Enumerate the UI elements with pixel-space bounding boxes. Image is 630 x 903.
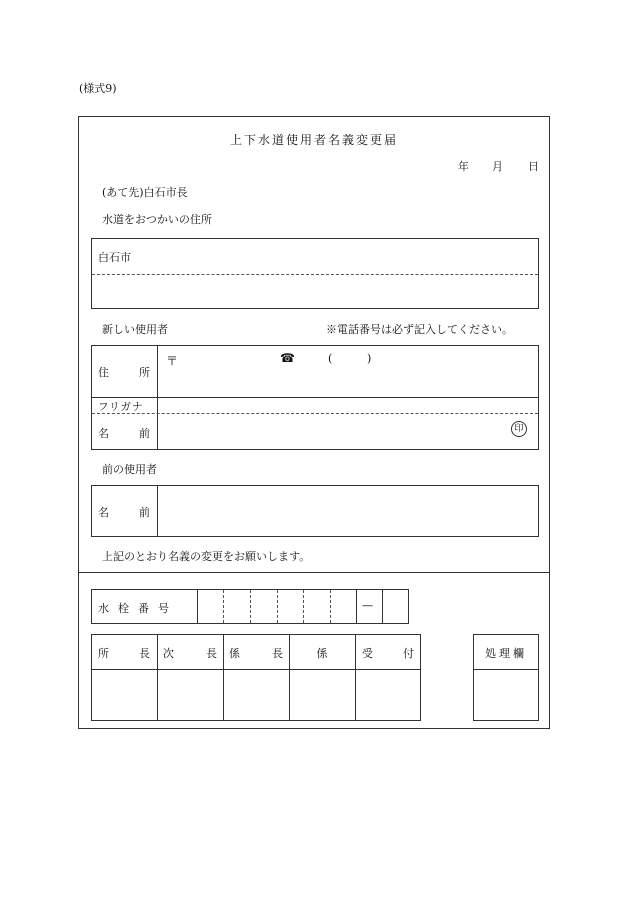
furigana-label: フリガナ	[98, 401, 144, 413]
meter-number-table	[91, 589, 409, 624]
request-text: 上記のとおり名義の変更をお願いします。	[102, 550, 311, 563]
phone-paren-open: (	[328, 352, 333, 365]
section-divider	[79, 572, 549, 573]
approval-col-divider	[355, 635, 356, 720]
processing-label: 処理欄	[485, 647, 527, 660]
approval-col-divider	[157, 635, 158, 720]
previous-user-label: 前の使用者	[102, 463, 157, 476]
approval-table	[91, 634, 421, 721]
approval-col-divider	[223, 635, 224, 720]
approval-header-section-chief: 係 長	[229, 647, 283, 660]
new-furigana-field[interactable]	[158, 398, 537, 412]
previous-user-table	[91, 485, 539, 537]
previous-name-label: 名 前	[98, 506, 150, 519]
seal-icon: 印	[511, 421, 527, 437]
approval-header-chief: 所 長	[98, 647, 150, 660]
meter-dash: —	[362, 599, 373, 612]
meter-suffix-input[interactable]	[383, 591, 408, 624]
form-frame	[78, 116, 550, 729]
date-day-label: 日	[528, 160, 539, 173]
city-prefix: 白石市	[98, 251, 131, 264]
address-divider	[92, 274, 538, 275]
meter-number-label: 水栓番号	[98, 602, 178, 615]
water-address-box[interactable]	[91, 238, 539, 309]
new-user-label: 新しい使用者	[102, 323, 168, 336]
previous-name-field[interactable]	[158, 487, 537, 535]
addressee: (あて先)白石市長	[102, 186, 188, 199]
processing-box	[473, 634, 539, 721]
new-name-label: 名 前	[98, 427, 150, 440]
meter-number-input[interactable]	[198, 591, 356, 624]
approval-header-reception: 受 付	[362, 647, 414, 660]
phone-icon: ☎	[280, 351, 295, 365]
form-id: (様式9)	[79, 82, 117, 95]
water-address-label: 水道をおつかいの住所	[102, 213, 212, 226]
approval-row-divider	[92, 669, 420, 670]
postal-icon: 〒	[166, 354, 179, 368]
date-month-label: 月	[492, 160, 503, 173]
approval-header-deputy: 次 長	[163, 647, 217, 660]
date-year-label: 年	[458, 160, 469, 173]
new-address-field[interactable]	[158, 347, 537, 396]
phone-paren-close: )	[367, 352, 372, 365]
new-user-table	[91, 345, 539, 450]
phone-note: ※電話番号は必ず記入してください。	[326, 323, 513, 336]
form-title: 上下水道使用者名義変更届	[229, 133, 398, 147]
processing-row-divider	[474, 669, 538, 670]
new-address-label: 住 所	[98, 366, 150, 379]
approval-header-staff: 係	[316, 647, 328, 660]
meter-cell-divider	[356, 590, 357, 623]
new-name-field[interactable]	[158, 414, 537, 449]
